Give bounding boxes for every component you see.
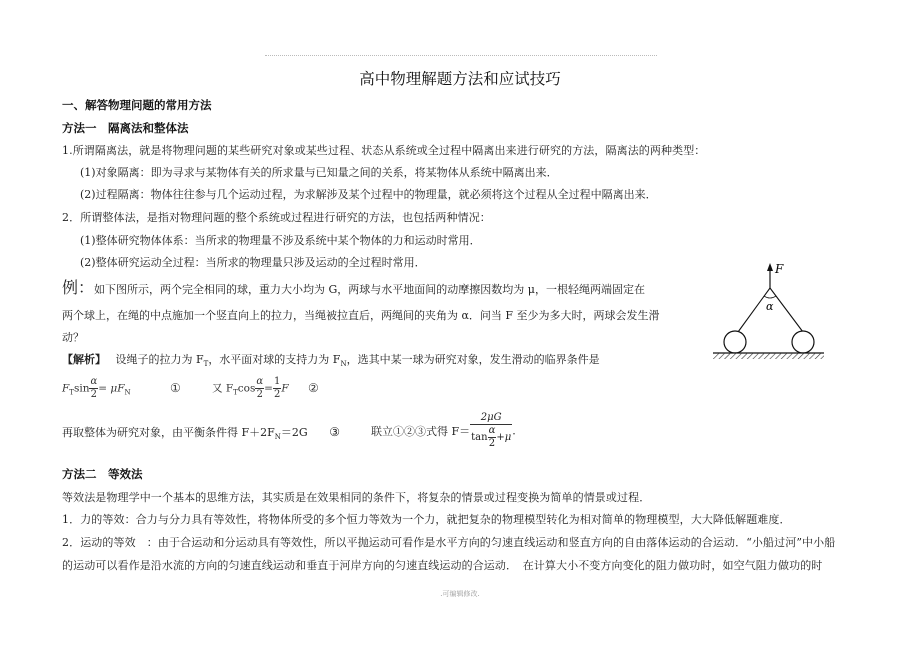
- analysis-end: ，选其中某一球为研究对象，发生滑动的临界条件是: [346, 353, 600, 366]
- eq2-cos: cos: [237, 382, 256, 395]
- analysis-sub-n: N: [340, 360, 347, 369]
- example-label: 例：: [62, 278, 95, 297]
- method1-para1a: (1)对象隔离：即为寻求与某物体有关的所求量与已知量之间的关系，将某物体从系统中隔离出来．: [80, 166, 558, 179]
- angle-arc: [764, 296, 776, 298]
- eq4-den-num: α: [488, 425, 496, 436]
- eq2-num2: 1: [273, 376, 281, 387]
- eq4-den-frac: [488, 425, 497, 450]
- eq4-den: [470, 425, 512, 450]
- eq1-fraction: [89, 376, 98, 401]
- two-balls-figure: [708, 262, 828, 362]
- eq4-num: 2μG: [470, 412, 512, 425]
- page-title: 高中物理解题方法和应试技巧: [359, 70, 561, 88]
- method2-para2: 2．运动的等效 ：由于合运动和分运动具有等效性，所以平抛运动可看作是水平方向的匀速直线运动和竖直方向的自由落体运动的合运动．“小船过河”中小船: [62, 536, 836, 549]
- analysis-text: 设绳子的拉力为 F: [115, 353, 204, 366]
- method1-para2a: (1)整体研究物体体系：当所求的物理量不涉及系统中某个物体的力和运动时常用．: [80, 234, 481, 247]
- eq4-den-den: 2: [488, 438, 496, 449]
- eq1-den: 2: [90, 389, 98, 400]
- eq4-fraction: [470, 412, 512, 450]
- eq4-den-post: +μ: [496, 432, 512, 443]
- example-text1: 如下图所示，两个完全相同的球，重力大小均为 G，两球与水平地面间的动摩擦因数均为 μ，一根轻绳两端固定在: [94, 283, 645, 296]
- equation-1: [62, 376, 181, 401]
- eq2-den2: 2: [273, 389, 281, 400]
- example-line3: 动？: [62, 331, 84, 344]
- equation-4: [371, 412, 516, 450]
- eq4-end: .: [512, 424, 516, 438]
- method2-para1: 1．力的等效：合力与分力具有等效性，将物体所受的多个恒力等效为一个力，就把复杂的物理模型转化为相对简单的物理模型，大大降低解题难度．: [62, 513, 791, 526]
- method2-heading: 方法二 等效法: [62, 467, 143, 481]
- header-divider: [265, 55, 657, 56]
- example-line2: 两个球上，在绳的中点施加一个竖直向上的拉力，当绳被拉直后，两绳间的夹角为 α．问当 F 至少为多大时，两球会发生滑: [62, 309, 660, 322]
- equation-3: [62, 424, 340, 441]
- example-line1: [62, 275, 645, 298]
- analysis-label: 【解析】: [62, 353, 106, 366]
- eq4-text: 联立①②③式得 F＝: [371, 425, 471, 438]
- method2-para0: 等效法是物理学中一个基本的思维方法，其实质是在效果相同的条件下，将复杂的情景或过程变换为简单的情景或过程．: [62, 491, 651, 504]
- eq1-F: F: [62, 382, 70, 395]
- eq2-fraction: [255, 376, 264, 401]
- method2-para3: 的运动可以看作是沿水流的方向的匀速直线运动和垂直于河岸方向的匀速直线运动的合运动． 在计算大小不变方向变化的阻力做功时，如空气阻力做功的时: [62, 559, 823, 572]
- ball-right: [792, 331, 814, 353]
- eq1-sin: sin: [73, 382, 90, 395]
- method1-heading: 方法一 隔离法和整体法: [62, 121, 189, 135]
- analysis-sub-t: T: [203, 360, 209, 369]
- eq2-right: F: [281, 382, 289, 395]
- eq2-eq: =: [264, 382, 273, 395]
- analysis-mid: ，水平面对球的支持力为 F: [208, 353, 341, 366]
- rope-right: [770, 288, 803, 332]
- method1-para2b: (2)整体研究运动全过程：当所求的物理量只涉及运动的全过程时常用．: [80, 256, 426, 269]
- eq1-number: ①: [169, 380, 181, 395]
- force-label: F: [775, 262, 784, 276]
- analysis-line: [62, 351, 600, 368]
- eq2-num: α: [256, 376, 264, 387]
- eq1-num: α: [90, 376, 98, 387]
- section-heading: 一、解答物理问题的常用方法: [62, 98, 212, 112]
- eq2-pre: 又 F: [212, 382, 234, 395]
- eq3-number: ③: [329, 425, 340, 439]
- eq1-sub: T: [69, 388, 74, 397]
- ball-left: [724, 331, 746, 353]
- method1-para1: 1.所谓隔离法，就是将物理问题的某些研究对象或某些过程、状态从系统或全过程中隔离出来进行研究的方法，隔离法的两种类型：: [62, 144, 706, 157]
- equation-2: [212, 376, 319, 401]
- eq3-text: 再取整体为研究对象，由平衡条件得 F＋2F: [62, 426, 275, 439]
- eq2-number: ②: [307, 380, 319, 395]
- eq2-sub: T: [233, 388, 238, 397]
- eq1-right: = μF: [98, 382, 125, 395]
- page-footer: .可编辑修改.: [440, 590, 480, 598]
- eq4-tan: tan: [471, 432, 488, 443]
- force-arrow-head: [767, 263, 773, 271]
- eq3-end: ＝2G: [280, 426, 308, 439]
- eq3-sub: N: [274, 433, 281, 442]
- eq1-rsub: N: [124, 388, 131, 397]
- method1-para2: 2．所谓整体法，是指对物理问题的整个系统或过程进行研究的方法，也包括两种情况：: [62, 211, 491, 224]
- angle-label: α: [766, 300, 774, 313]
- eq2-den: 2: [256, 389, 263, 400]
- ground-hatch: [713, 353, 824, 359]
- method1-para1b: (2)过程隔离：物体往往参与几个运动过程，为求解涉及某个过程中的物理量，就必须将这个过程从全过程中隔离出来．: [80, 188, 657, 201]
